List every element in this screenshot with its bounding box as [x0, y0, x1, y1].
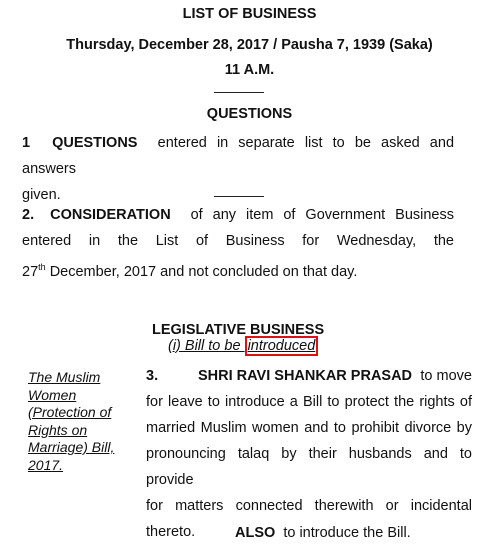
side-note-line: Marriage) Bill, [28, 439, 115, 455]
also-keyword: ALSO [235, 525, 276, 541]
side-note-line: Rights on [28, 421, 88, 438]
item-2-text-line3: December, 2017 and not concluded on that day. [49, 263, 358, 280]
item-3-paragraph [146, 363, 472, 545]
sitting-time: 11 A.M. [224, 62, 275, 78]
divider-2 [214, 196, 264, 197]
item-3-line6: thereto. [146, 524, 196, 540]
item-2-text-line2: entered in the List of Business for Wednesday, the [22, 233, 454, 249]
item-3-line1-tail: to move [420, 368, 472, 384]
item-2-paragraph [22, 202, 454, 285]
item-2-day: 27 [22, 263, 39, 280]
document-title: LIST OF BUSINESS [182, 6, 317, 22]
item-2-text-line1: of any item of Government Business [190, 207, 454, 223]
side-note-line: The Muslim [28, 369, 101, 385]
bill-subheading-highlight: introduced [247, 338, 316, 354]
item-1-text-line2: given. [22, 187, 61, 203]
legislative-heading: LEGISLATIVE BUSINESS [152, 322, 325, 338]
also-line [235, 525, 411, 541]
item-2-day-suffix: th [38, 262, 46, 272]
side-note-line: 2017. [28, 456, 64, 473]
item-1-number: 1 [22, 135, 31, 151]
item-3-number: 3. [146, 368, 159, 384]
introduced-highlight [245, 336, 319, 356]
bill-subheading-prefix: (i) Bill to be [168, 338, 245, 354]
item-1-keyword: QUESTIONS [52, 135, 138, 151]
side-note-line: Women [28, 386, 77, 403]
side-note-line: (Protection of [28, 404, 112, 420]
item-2-keyword: CONSIDERATION [50, 207, 171, 223]
divider-1 [214, 92, 264, 93]
item-1-text-line1: entered in separate list to be asked and answers [22, 135, 455, 177]
bill-title-side-note [28, 369, 114, 474]
item-3-line3: married Muslim women and to prohibit divorce by [146, 420, 472, 436]
item-3-line5: for matters connected therewith or incidental [146, 498, 472, 514]
questions-heading: QUESTIONS [206, 106, 293, 122]
date-line: Thursday, December 28, 2017 / Pausha 7, 1939 (Saka) [66, 37, 433, 53]
item-3-line2: for leave to introduce a Bill to protect the rights of [146, 394, 472, 410]
also-text: to introduce the Bill. [283, 525, 411, 541]
bill-subheading [168, 338, 318, 354]
item-3-line4: pronouncing talaq by their husbands and to provide [146, 446, 472, 488]
item-3-member-name: SHRI RAVI SHANKAR PRASAD [198, 368, 413, 384]
item-2-number: 2. [22, 207, 35, 223]
